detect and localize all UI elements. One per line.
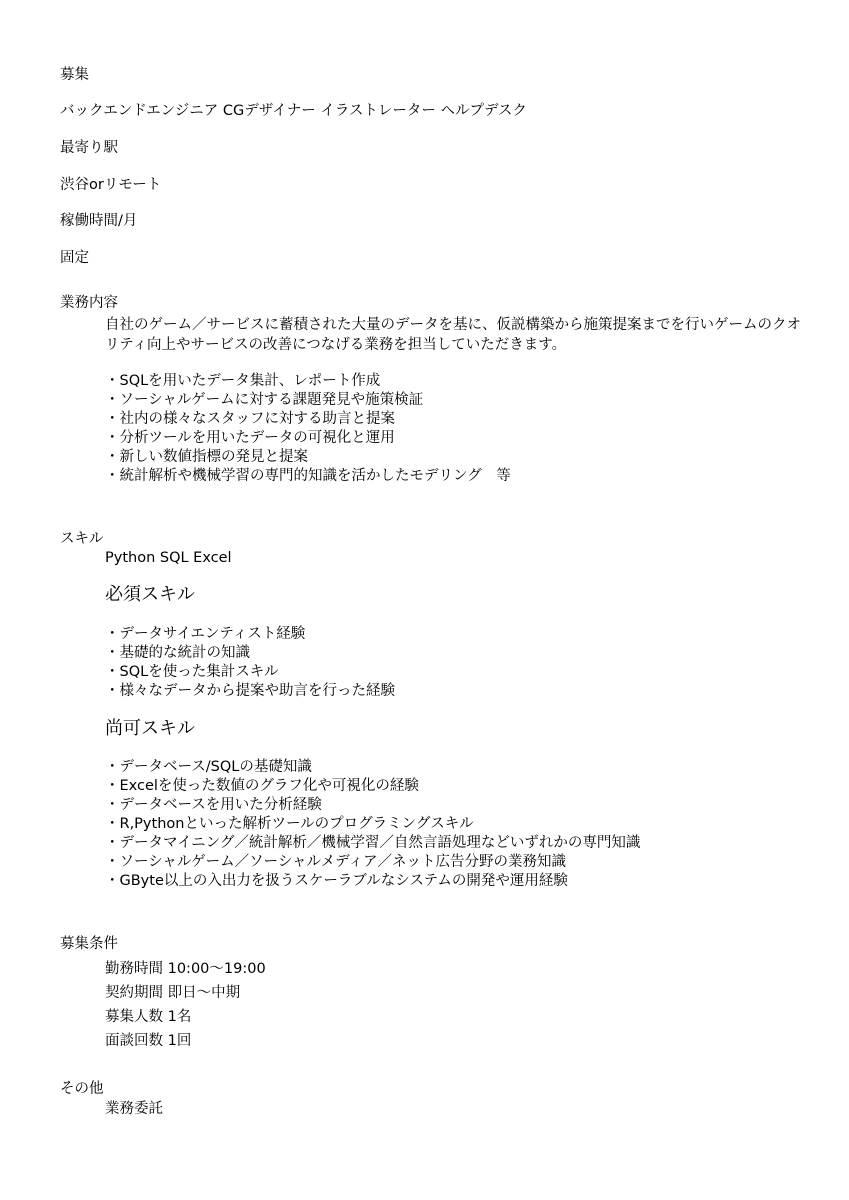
other-heading: その他	[60, 1081, 104, 1097]
work-item: ・分析ツールを用いたデータの可視化と運用	[105, 430, 395, 446]
required-skill-item: ・基礎的な統計の知識	[105, 645, 250, 661]
preferred-skill-item: ・データベースを用いた分析経験	[105, 797, 322, 813]
condition-item: 面談回数 1回	[105, 1033, 192, 1049]
station-heading: 最寄り駅	[60, 140, 118, 156]
work-item: ・SQLを用いたデータ集計、レポート作成	[105, 373, 381, 389]
work-item: ・統計解析や機械学習の専門的知識を活かしたモデリング 等	[105, 468, 511, 484]
station-value: 渋谷orリモート	[60, 177, 162, 193]
condition-item: 勤務時間 10:00〜19:00	[105, 961, 266, 977]
condition-item: 契約期間 即日〜中期	[105, 985, 241, 1001]
conditions-heading: 募集条件	[60, 936, 118, 952]
condition-item: 募集人数 1名	[105, 1009, 192, 1025]
hours-heading: 稼働時間/月	[60, 213, 138, 229]
work-item: ・社内の様々なスタッフに対する助言と提案	[105, 411, 395, 427]
preferred-skill-item: ・ソーシャルゲーム／ソーシャルメディア／ネット広告分野の業務知識	[105, 854, 566, 870]
skill-tools: Python SQL Excel	[105, 550, 232, 566]
recruit-heading: 募集	[60, 67, 89, 83]
required-skill-item: ・様々なデータから提案や助言を行った経験	[105, 683, 395, 699]
required-skill-item: ・データサイエンティスト経験	[105, 626, 306, 642]
work-item: ・新しい数値指標の発見と提案	[105, 449, 308, 465]
preferred-skills-heading: 尚可スキル	[105, 718, 195, 739]
preferred-skill-item: ・Excelを使った数値のグラフ化や可視化の経験	[105, 778, 419, 794]
preferred-skill-item: ・データベース/SQLの基礎知識	[105, 759, 312, 775]
work-heading: 業務内容	[60, 295, 118, 311]
hours-value: 固定	[60, 250, 89, 266]
positions-text: バックエンドエンジニア CGデザイナー イラストレーター ヘルプデスク	[60, 103, 527, 119]
other-value: 業務委託	[105, 1101, 163, 1117]
preferred-skill-item: ・GByte以上の入出力を扱うスケーラブルなシステムの開発や運用経験	[105, 873, 568, 889]
required-skill-item: ・SQLを使った集計スキル	[105, 664, 279, 680]
required-skills-heading: 必須スキル	[105, 584, 195, 605]
skill-heading: スキル	[60, 531, 104, 547]
work-paragraph: 自社のゲーム／サービスに蓄積された大量のデータを基に、仮説構築から施策提案までを行いゲームのクオリティ向上やサービスの改善につなげる業務を担当していただきます。	[105, 317, 801, 353]
work-item: ・ソーシャルゲームに対する課題発見や施策検証	[105, 392, 424, 408]
preferred-skill-item: ・R,Pythonといった解析ツールのプログラミングスキル	[105, 816, 474, 832]
preferred-skill-item: ・データマイニング／統計解析／機械学習／自然言語処理などいずれかの専門知識	[105, 835, 641, 851]
